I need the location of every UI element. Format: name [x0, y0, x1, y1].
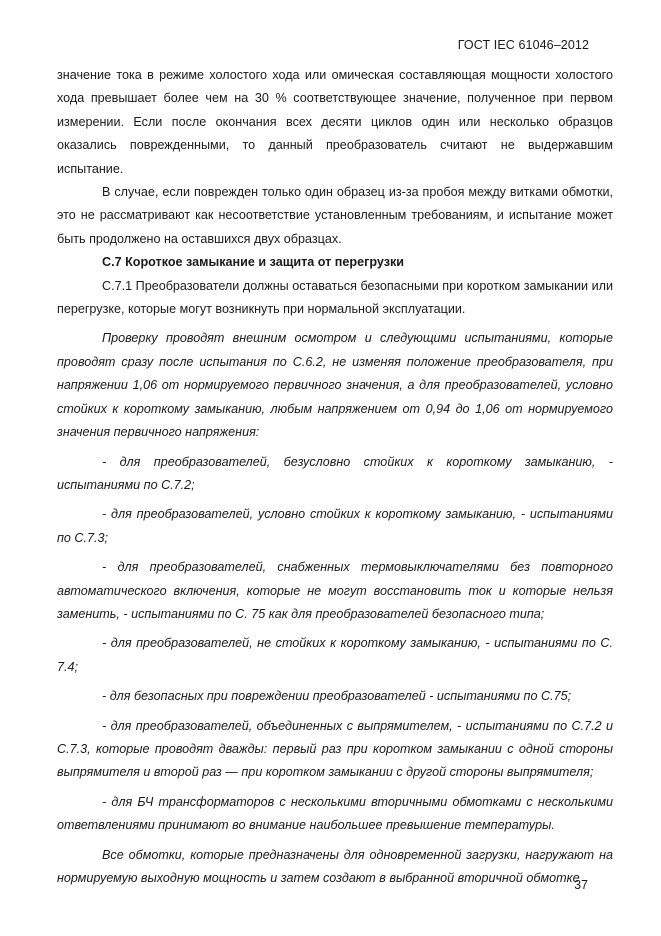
- list-item-conditional: - для преобразователей, условно стойких к короткому замыканию, - испытаниями по С.7.3;: [57, 507, 613, 545]
- list-item-rectifier: - для преобразователей, объединенных с выпрямителем, - испытаниями по С.7.2 и С.7.3, которые проводят дважды: первый раз при коротком замыкании с одной стороны выпрямителя и второй раз — при коротком замыкании с другой стороны выпрямителя;: [57, 718, 613, 780]
- list-item-unconditional: - для преобразователей, безусловно стойких к короткому замыканию, - испытаниями по С.7.2;: [57, 454, 613, 492]
- list-item-multi-winding: - для БЧ трансформаторов с несколькими вторичными обмотками с несколькими ответвлениями принимают во внимание наибольшее превышение температуры.: [57, 794, 613, 833]
- list-item-thermal-cutout: - для преобразователей, снабженных термовыключателями без повторного автоматического включения, которые не могут восстановить ток и которые нельзя заменить, - испытаниями по С. 75 как для преобразователей безопасного типа;: [57, 560, 613, 621]
- page-number: 37: [574, 878, 588, 892]
- paragraph-all-windings: Все обмотки, которые предназначены для одновременной загрузки, нагружают на нормируемую выходную мощность и затем создают в выбранной вторичной обмотке: [57, 847, 613, 885]
- section-heading-c7: С.7 Короткое замыкание и защита от перегрузки: [102, 255, 405, 270]
- paragraph-single-sample-failure: В случае, если поврежден только один образец из-за пробоя между витками обмотки, это не рассматривают как несоответствие установленным требованиям, и испытание может быть продолжено на оставшихся двух образцах.: [57, 185, 613, 246]
- paragraph-c7-1: С.7.1 Преобразователи должны оставаться безопасными при коротком замыкании или перегрузке, которые могут возникнуть при нормальной эксплуатации.: [57, 278, 613, 317]
- list-item-non-short-circuit-proof: - для преобразователей, не стойких к короткому замыканию, - испытаниями по С. 7.4;: [57, 636, 613, 674]
- document-code-header: ГОСТ IEC 61046–2012: [457, 38, 589, 52]
- list-item-fail-safe: - для безопасных при повреждении преобразователей - испытаниями по С.75;: [102, 689, 572, 704]
- page-body: [57, 64, 613, 890]
- paragraph-open-circuit-criteria: значение тока в режиме холостого хода или омическая составляющая мощности холостого хода превышает более чем на 30 % соответствующее значение, полученное при первом измерении. Если после окончания всех десяти циклов один или несколько образцов оказались поврежденными, то данный преобразователь считают не выдержавшим испытание.: [57, 68, 613, 176]
- paragraph-verification: Проверку проводят внешним осмотром и следующими испытаниями, которые проводят сразу после испытания по С.6.2, не изменяя положение преобразователя, при напряжении 1,06 от нормируемого первичного значения, а для преобразователей, условно стойких к короткому замыканию, любым напряжением от 0,94 до 1,06 от нормируемого значения первичного напряжения:: [57, 331, 613, 440]
